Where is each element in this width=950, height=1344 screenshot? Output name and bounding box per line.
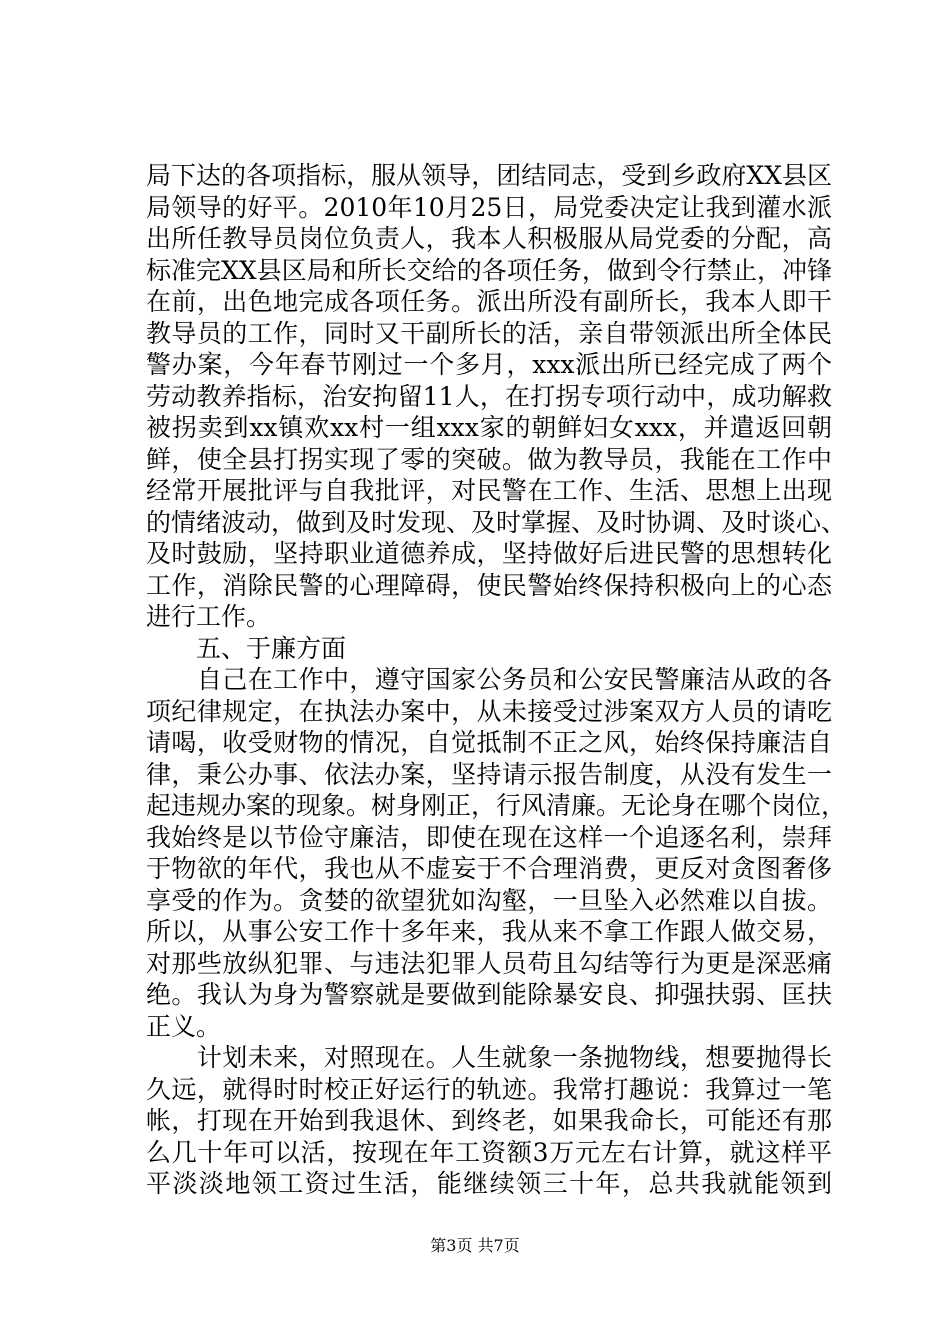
page-number-footer: 第3页 共7页 xyxy=(430,1236,520,1255)
text-line: 于物欲的年代，我也从不虚妄于不合理消费，更反对贪图奢侈 xyxy=(146,854,832,883)
text-line: 的情绪波动，做到及时发现、及时掌握、及时协调、及时谈心、 xyxy=(146,507,847,537)
text-line: 工作，消除民警的心理障碍，使民警始终保持积极向上的心态 xyxy=(146,570,832,600)
text-line: 被拐卖到xx镇欢xx村一组xxx家的朝鲜妇女xxx，并遣返回朝 xyxy=(146,413,832,442)
text-line: 标准完XX县区局和所长交给的各项任务，做到令行禁止，冲锋 xyxy=(146,255,832,285)
text-line: 出所任教导员岗位负责人，我本人积极服从局党委的分配，高 xyxy=(146,224,832,253)
section-heading: 五、于廉方面 xyxy=(146,633,347,663)
text-line: 自己在工作中，遵守国家公务员和公安民警廉洁从政的各 xyxy=(146,665,832,694)
text-line: 绝。我认为身为警察就是要做到能除暴安良、抑强扶弱、匡扶 xyxy=(146,980,832,1009)
text-line: 请喝，收受财物的情况，自觉抵制不正之风，始终保持廉洁自 xyxy=(146,728,832,757)
text-line: 计划未来，对照现在。人生就象一条抛物线，想要抛得长 xyxy=(146,1043,832,1072)
text-line: 警办案，今年春节刚过一个多月，xxx派出所已经完成了两个 xyxy=(146,350,832,379)
text-line: 局领导的好平。2010年10月25日，局党委决定让我到灌水派 xyxy=(146,192,832,222)
text-line: 局下达的各项指标，服从领导，团结同志，受到乡政府XX县区 xyxy=(146,161,832,190)
text-line: 经常开展批评与自我批评，对民警在工作、生活、思想上出现 xyxy=(146,476,832,505)
text-line: 平淡淡地领工资过生活，能继续领三十年，总共我就能领到 xyxy=(146,1169,832,1198)
text-line: 劳动教养指标，治安拘留11人，在打拐专项行动中，成功解救 xyxy=(146,381,832,411)
text-line: 帐，打现在开始到我退休、到终老，如果我命长，可能还有那 xyxy=(146,1106,832,1135)
text-line: 律，秉公办事、依法办案，坚持请示报告制度，从没有发生一 xyxy=(146,759,832,789)
document-body xyxy=(146,160,847,1200)
text-line: 起违规办案的现象。树身刚正，行风清廉。无论身在哪个岗位， xyxy=(146,791,847,820)
text-line: 正义。 xyxy=(146,1011,222,1041)
text-line: 在前，出色地完成各项任务。派出所没有副所长，我本人即干 xyxy=(146,287,832,316)
text-line: 教导员的工作，同时又干副所长的活，亲自带领派出所全体民 xyxy=(146,318,832,348)
text-line: 及时鼓励，坚持职业道德养成，坚持做好后进民警的思想转化 xyxy=(146,539,832,568)
text-line: 享受的作为。贪婪的欲望犹如沟壑，一旦坠入必然难以自拔。 xyxy=(146,885,832,915)
text-line: 鲜，使全县打拐实现了零的突破。做为教导员，我能在工作中 xyxy=(146,444,832,474)
text-line: 进行工作。 xyxy=(146,602,272,631)
text-line: 久远，就得时时校正好运行的轨迹。我常打趣说：我算过一笔 xyxy=(146,1074,832,1104)
text-line: 我始终是以节俭守廉洁，即使在现在这样一个追逐名利，崇拜 xyxy=(146,822,832,852)
text-line: 项纪律规定，在执法办案中，从未接受过涉案双方人员的请吃 xyxy=(146,696,832,726)
text-line: 么几十年可以活，按现在年工资额3万元左右计算，就这样平 xyxy=(146,1137,832,1167)
text-line: 对那些放纵犯罪、与违法犯罪人员苟且勾结等行为更是深恶痛 xyxy=(146,948,832,978)
text-line: 所以，从事公安工作十多年来，我从来不拿工作跟人做交易， xyxy=(146,917,832,946)
